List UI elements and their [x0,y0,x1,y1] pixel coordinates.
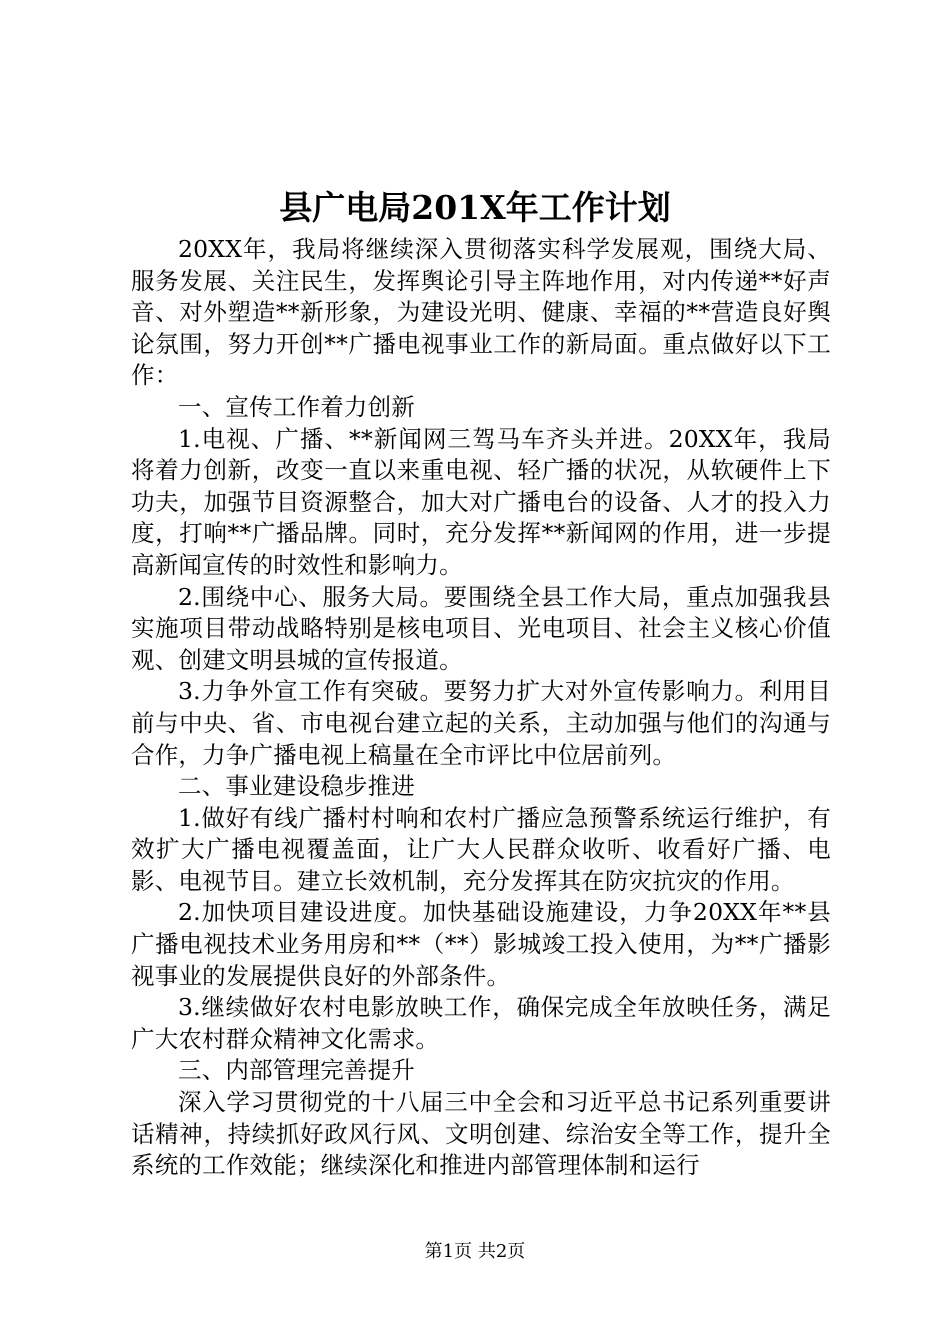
paragraph-1-3: 3.力争外宣工作有突破。要努力扩大对外宣传影响力。利用目前与中央、省、市电视台建立起的关系，主动加强与他们的沟通与合作，力争广播电视上稿量在全市评比中位居前列。 [131,677,831,769]
document-body [131,234,831,1182]
page-footer: 第1页 共2页 [424,1241,526,1262]
paragraph-3-1: 深入学习贯彻党的十八届三中全会和习近平总书记系列重要讲话精神，持续抓好政风行风、文明创建、综治安全等工作，提升全系统的工作效能；继续深化和推进内部管理体制和运行 [131,1088,831,1180]
paragraph-2-3: 3.继续做好农村电影放映工作，确保完成全年放映任务，满足广大农村群众精神文化需求。 [131,993,831,1053]
paragraph-intro: 20XX年，我局将继续深入贯彻落实科学发展观，围绕大局、服务发展、关注民生，发挥舆论引导主阵地作用，对内传递**好声音、对外塑造**新形象，为建设光明、健康、幸福的**营造良好舆论氛围，努力开创**广播电视事业工作的新局面。重点做好以下工作： [131,235,831,390]
section-heading-2: 二、事业建设稳步推进 [178,772,415,801]
section-heading-1: 一、宣传工作着力创新 [178,392,415,421]
paragraph-1-2: 2.围绕中心、服务大局。要围绕全县工作大局，重点加强我县实施项目带动战略特别是核电项目、光电项目、社会主义核心价值观、创建文明县城的宣传报道。 [131,582,831,674]
paragraph-2-2: 2.加快项目建设进度。加快基础设施建设，力争20XX年**县广播电视技术业务用房和**（**）影城竣工投入使用，为**广播影视事业的发展提供良好的外部条件。 [131,898,831,990]
paragraph-2-1: 1.做好有线广播村村响和农村广播应急预警系统运行维护，有效扩大广播电视覆盖面，让广大人民群众收听、收看好广播、电影、电视节目。建立长效机制，充分发挥其在防灾抗灾的作用。 [131,803,831,895]
document-title: 县广电局201X年工作计划 [279,188,671,227]
paragraph-1-1: 1.电视、广播、**新闻网三驾马车齐头并进。20XX年，我局将着力创新，改变一直以来重电视、轻广播的状况，从软硬件上下功夫，加强节目资源整合，加大对广播电台的设备、人才的投入力度，打响**广播品牌。同时，充分发挥**新闻网的作用，进一步提高新闻宣传的时效性和影响力。 [131,424,831,579]
section-heading-3: 三、内部管理完善提升 [178,1056,415,1085]
